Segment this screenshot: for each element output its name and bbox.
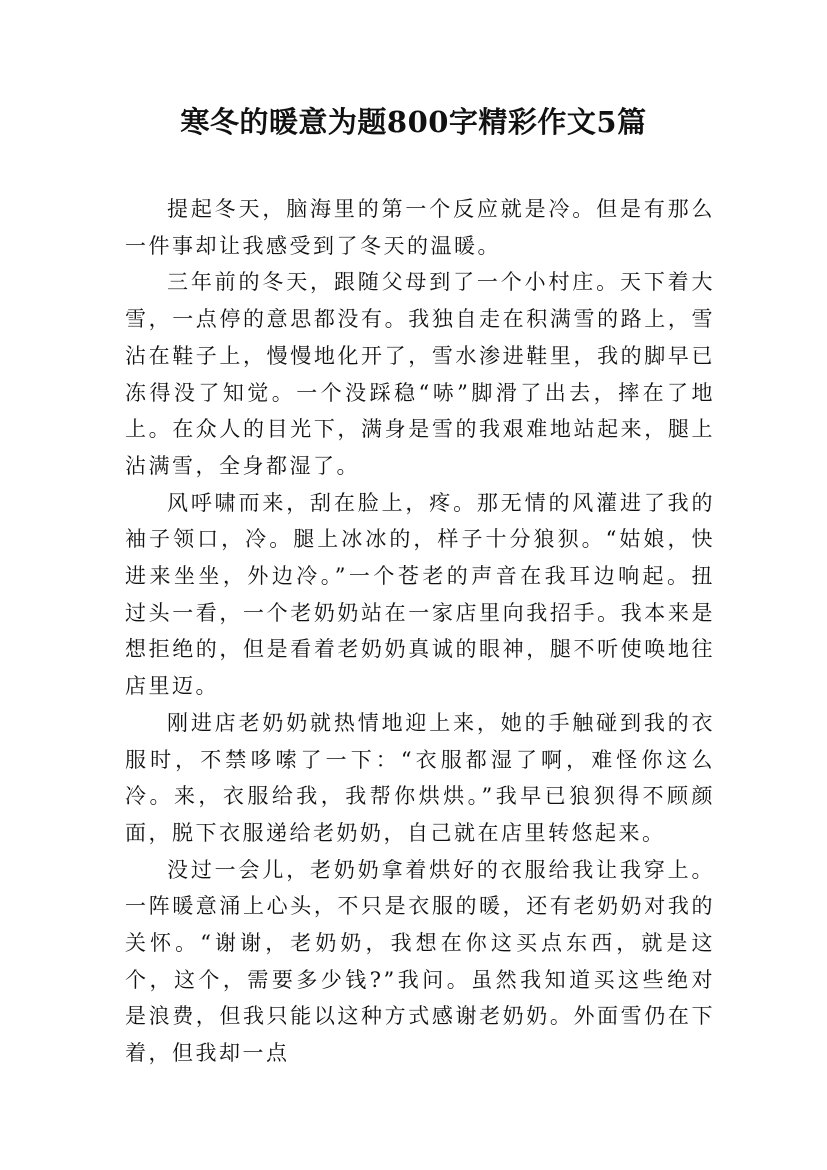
- paragraph: 三年前的冬天，跟随父母到了一个小村庄。天下着大雪，一点停的意思都没有。我独自走在积满雪的路上，雪沾在鞋子上，慢慢地化开了，雪水渗进鞋里，我的脚早已冻得没了知觉。一个没踩稳“哧”脚滑了出去，摔在了地上。在众人的目光下，满身是雪的我艰难地站起来，腿上沾满雪，全身都湿了。: [125, 270, 715, 478]
- paragraph: 风呼啸而来，刮在脸上，疼。那无情的风灌进了我的袖子领口，冷。腿上冰冰的，样子十分狼狈。“姑娘，快进来坐坐，外边冷。”一个苍老的声音在我耳边响起。扭过头一看，一个老奶奶站在一家店里向我招手。我本来是想拒绝的，但是看着老奶奶真诚的眼神，腿不听使唤地往店里迈。: [125, 490, 715, 699]
- document-title: 寒冬的暖意为题800字精彩作文5篇: [180, 105, 647, 139]
- document-body: [125, 191, 715, 1072]
- paragraph: 没过一会儿，老奶奶拿着烘好的衣服给我让我穿上。一阵暖意涌上心头，不只是衣服的暖，还有老奶奶对我的关怀。“谢谢，老奶奶，我想在你这买点东西，就是这个，这个，需要多少钱?”我问。虽然我知道买这些绝对是浪费，但我只能以这种方式感谢老奶奶。外面雪仍在下着，但我却一点: [125, 857, 715, 1066]
- paragraph: 提起冬天，脑海里的第一个反应就是冷。但是有那么一件事却让我感受到了冬天的温暖。: [125, 197, 715, 258]
- paragraph: 刚进店老奶奶就热情地迎上来，她的手触碰到我的衣服时，不禁哆嗦了一下：“衣服都湿了啊，难怪你这么冷。来，衣服给我，我帮你烘烘。”我早已狼狈得不顾颜面，脱下衣服递给老奶奶，自己就在店里转悠起来。: [125, 710, 715, 845]
